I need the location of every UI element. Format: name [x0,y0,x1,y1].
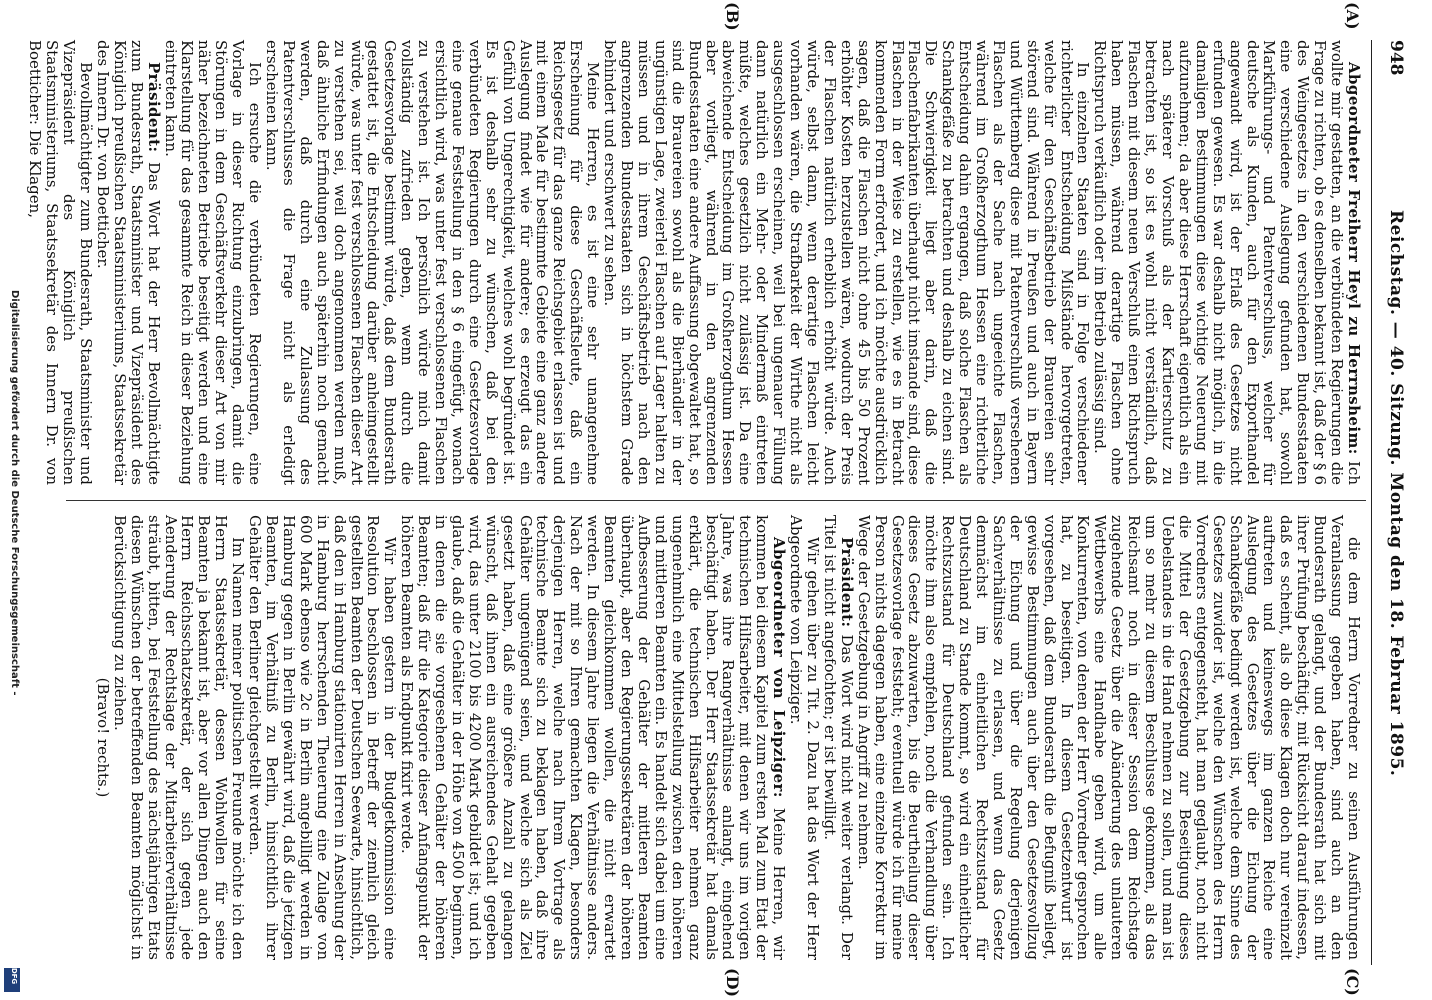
paragraph-text: Bevollmächtigter zum Bundesrath, Staatsminister und Vizepräsident des Königlich preußischen Staatsministeriums, Staatssekretär des Innern Dr. von Boetticher: Die Klagen, [26,40,96,485]
page-number: 948 [1386,40,1406,76]
dfg-logo-text: DFG [10,967,19,985]
paragraph-text: Wir gehen über zu Tit. 2. Dazu hat das Wort der Herr Abgeordnete von Leipziger. [787,515,822,960]
paragraph [26,40,94,485]
paragraph [821,515,855,960]
paragraph-text: die dem Herrn Vorredner zu seinen Ausführungen Veranlassung gegeben haben, sind auch an den Bundesrath gelangt, und der Bundesrath hat sich mit ihrer Prüfung beschäftigt; mit Rücksicht darauf indessen, daß es scheint, als ob diese Klagen doch nur vereinzelt auftreten und keineswegs im ganzen Reiche eine Auslegung des Gesetzes über die Eichung der Schankgefäße bedingt werden ist, welche dem Sinne des Gesetzes zuwider ist, welche den Wünschen des Herrn Vorredners entgegensteht, hat man geglaubt, noch nicht die Mittel der Gesetzgebung zur Beseitigung dieses Uebelstandes in die Hand nehmen zu sollen, und man ist um so mehr zu diesem Beschlusse gekommen, als das Reichsamt noch in dieser Session dem Reichstage zugehende Gesetz über die Abänderung des unlauteren Wettbewerbs eine Handhabe geben wird, um alle Konkurrenten, von denen der Herr Vorredner gesprochen hat, zu beseitigen. In diesem Gesetzentwurf ist vorgesehen, daß dem Bundesrath die Befugniß beilegt, gewisse Bestimmungen auch über den Gesetzesvollzug der Eichung und über die Regelung derjenigen Sachverhältnisse zu erlassen, und wenn das Gesetz demnächst im einheitlichen Rechtszustand für Deutschland zu Stande kommt, so wird ein einheitlicher Rechtszustand für Deutschland gefunden sein. Ich möchte ihm also empfehlen, noch die Verhandlung über dieses Gesetz abzuwarten, bis die Beurtheilung dieser Gesetzesvorlage feststeht; eventuell würde ich für meine Person nichts dagegen haben, eine einzelne Korrektur im Wege der Gesetzgebung in Angriff zu nehmen. [854,515,1363,960]
paragraph-text: Ich wollte mir gestatten, an die verbündeten Regierungen die Frage zu richten, ob es denselben bekannt ist, daß der § 6 des Weingesetzes in den verschiedenen Bundesstaaten eine verschiedene Auslegung gefunden hat, sowohl Markführungs- und Patentverschluss, welcher für deutsche als Kunden, auch für den Exporthandel angewandt wird, ist der Erlaß des Gesetzes nicht erfunden gewesen. Es war deshalb nicht möglich, in die damaligen Bestimmungen diese wichtige Neuerung mit aufzunehmen; da aber diese Herrschaft eigentlich als ein nach späterer Vorschuß als der Kartierschutz zu betrachten ist, so ist es wohl nicht verständlich, daß Flaschen mit diesem neuen Verschluß einen Richtspruch haben müssen, während derartige Flaschen ohne Richtspruch verkäuflich oder im Betrieb zulässig sind. [1091,40,1363,485]
paragraph-text: Ich ersuche die verbündeten Regierungen, eine Vorlage in dieser Richtung einzubringen, damit die Störungen in dem Geschäftsverkehr dieser Art von mir näher bezeichneten Betriebe beseitigt werden und eine Klarstellung für das gesammte Reich in dieser Beziehung eintreten kann. [161,40,265,485]
paragraph [246,515,398,960]
header-rule [1371,40,1372,965]
paragraph [162,40,263,485]
paragraph [1092,40,1363,485]
paragraph-text: Das Wort hat der Herr Bevollmächtigte zum Bundesrath, Staatsminister und Vizepräsident des Königlich preußischen Staatsministeriums, Staatssekretär des Innern Dr. von Boetticher. [93,40,163,485]
paragraph-text: Wir haben gestern in der Budgetkommission eine Resolution beschlossen in Betreff der ziemlich gleich gestellten Beamten der Deutschen Seewarte, hinsichtlich, daß den in Hamburg stationirten Herren in Ansehung der in Hamburg herrschenden Theuerung eine Zulage von 600 Mark ebenso wie 2c in Berlin angebilligt werden in Hamburg gegen in Berlin gewährt wird, daß die jetzigen Beamten, im Verhältniß zu Berlin, hinsichtlich ihrer Gehälter den Berliner gleichgestellt werden. [246,515,400,960]
paragraph [94,515,111,960]
margin-marker-c: (C) [1343,968,1362,996]
paragraph-text: (Bravo! rechts.) [93,677,112,798]
speaker-name: Präsident: [144,62,163,153]
paragraph-text: Meine Herren, es ist eine sehr unangenehme Erscheinung für diese Geschäftsleute, daß ein Reichsgesetz für das ganze Reichsgebiet erlassen ist und mit einem Male für bestimmte Gebiete eine ganz andere Auslegung findet wie für andere; es erzeugt das ein Gefühl von Ungerechtigkeit, welches wohl begründet ist. Es ist deshalb sehr zu wünschen, daß bei den verbündeten Regierungen durch eine Gesetzesvorlage eine genaue Feststellung in den § 6 eingefügt, wonach ersichtlich wird, was unter fest verschlossenen Flaschen zu verstehen ist. Ich persönlich würde mich damit vollständig zufrieden geben, wenn durch die Gesetzesvorlage bestimmt würde, daß dem Bundesrath gestattet ist, die Entscheidung darüber anheimgestellt würde, was unter fest verschlossenen Flaschen dieser Art zu verstehen sei, weil doch angenommen werden muß, daß ähnliche Erfindungen auch späterhin noch gemacht werden, daß durch eine Zulassung des Patentverschlusses die Frage nicht als erledigt erscheinen kann. [263,40,603,485]
paragraph [787,515,821,960]
right-column [94,515,1362,960]
speaker-name: Abgeordneter Freiherr Heyl zu Herrnsheim: [1345,62,1363,455]
page-title: Reichstag. — 40. Sitzung. Montag den 18. Februar 1895. [1386,210,1406,777]
paragraph [601,40,1091,485]
paragraph [263,40,601,485]
column-divider [66,500,1366,501]
margin-marker-d: (D) [723,968,742,998]
paragraph-text: Meine Herren, wir kommen bei diesem Kapitel zum ersten Mal zum Etat der technischen Hilfsarbeiter, mit denen wir uns im vorigen Jahre, was ihre Rangverhältnisse anlangt, eingehend beschäftigt haben. Der Herr Staatssekretär hat damals erklärt, die technischen Hilfsarbeiter nehmen ganz ungenehmlich eine Mittelstellung zwischen den höheren und mittleren Beamten ein. Es handelt sich dabei um eine Aufbesserung der Gehälter der mittleren Beamten überhaupt, aber den Regierungssekretären der höheren Beamten gleichkommen wollen, die nicht erwartet werden. In diesem Jahre liegen die Verhältnisse anders. Nach der mit so Ihren gemachten Klagen, besonders derjenigen Herren, welche nach Ihrem Vortrage als technische Beamte sich zu beklagen haben, daß ihre Gehälter ungenügend seien, und welche sich als Ziel gesetzt haben, daß eine größere Anzahl zu gelangen wünscht, daß ihnen ein ausreichendes Gehalt gegeben wird, das unter 2100 bis 4200 Mark gebildet ist; und ich glaube, daß die Gehälter in der Höhe von 4500 beginnen, in denen die sie vorgesehenen Gehälter der höheren Beamten; daß für die Kategorie dieser Anfangspunkt der höheren Beamten als Endpunkt fixirt werde. [398,515,789,960]
margin-marker-a: (A) [1343,2,1362,30]
digitization-note-text: Digitalisierung gefördert durch die Deutsche Forschungsgemeinschaft - [9,290,20,696]
speaker-name: Abgeordneter von Leipziger: [770,537,789,798]
paragraph [94,40,162,485]
paragraph-text: Das Wort wird nicht weiter verlangt. Der Titel ist nicht angefochten; er ist bewilligt. [820,515,856,960]
paragraph-text: Im Namen meiner politischen Freunde möchte ich den Herrn Staatssekretär, dessen Wohlwollen für seine Beamten ja bekannt ist, aber vor allen Dingen auch den Herrn Reichsschatzsekretär, der sich gegen jede Aenderung der Rechtslage der Mitarbeiterverhältnisse sträubt, bitten, bei Feststellung des nächstjährigen Etats diesen Wünschen der betreffenden Beamten möglichst in Berücksichtigung zu ziehen. [110,515,248,960]
speaker-name: Präsident: [837,537,856,628]
paragraph [398,515,787,960]
paragraph-text: In einzelnen Staaten sind in Folge verschiedener richterlicher Entscheidung Mißstände hervorgetreten, welche für den Geschäftsbetrieb der Brauereien sehr störend sind. Während in Preußen und auch in Bayern und Württemberg diese mit Patentverschluß versehenen Flaschen als der Sache nach ungeeichte Flaschen, während im Großherzogthum Hessen eine richterliche Entscheidung dahin ergangen, daß solche Flaschen als Schankgefäße zu betrachten und deshalb zu eichen sind. Die Schwierigkeit liegt aber darin, daß die Flaschenfabrikanten überhaupt nicht imstande sind, diese Flaschen in der Weise zu erstellen, wie es in Betracht kommenden Form erfordert, und ich möchte ausdrücklich sagen, daß die Flaschen nicht ohne 45 bis 50 Prozent erhöhter Kosten herzustellen wären, wodurch der Preis der Flaschen natürlich erheblich erhöht würde. Auch würde, selbst dann, wenn derartige Flaschen leicht vorhanden wären, die Strafbarkeit der Wirthe nicht als ausgeschlossen erscheinen, weil bei ungenauer Füllung dann natürlich ein Mehr- oder Mindermaß eintreten müßte, welches gesetzlich nicht zulässig ist. Da eine abweichende Entscheidung im Großherzogthum Hessen aber vorliegt, während in den angrenzenden Bundesstaaten eine andere Auffassung obgewaltet hat, so sind die Brauereien sowohl als die Bierhändler in der ungünstigen Lage, zweierlei Flaschen auf Lager halten zu müssen und in ihrem Geschäftsbetrieb nach den angrenzenden Bundesstaaten sich in höchstem Grade behindert und erschwert zu sehen. [601,40,1093,485]
left-column [26,40,1362,485]
page-header [1376,40,1406,960]
paragraph [111,515,246,960]
paragraph [855,515,1362,960]
margin-marker-b: (B) [723,2,742,31]
